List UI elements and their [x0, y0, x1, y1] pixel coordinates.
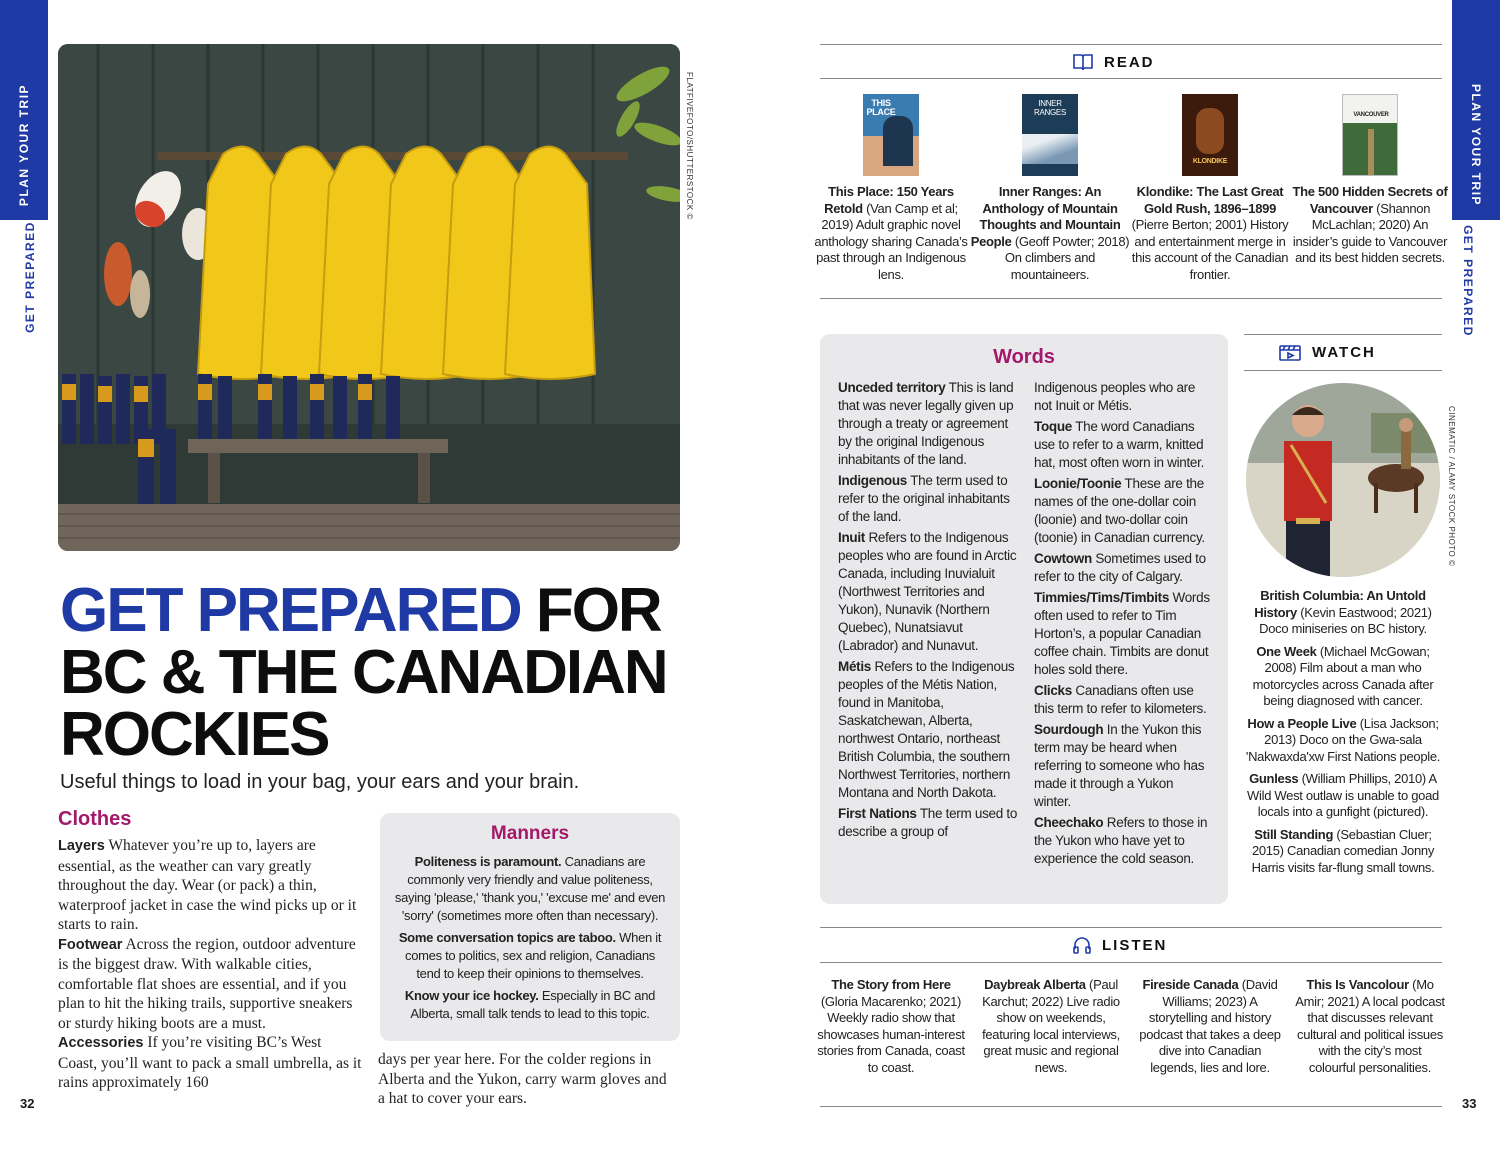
right-tab-bottom-label: GET PREPARED	[1461, 225, 1475, 337]
book-cover-text: INNER RANGES	[1034, 99, 1066, 117]
words-item	[838, 805, 1018, 841]
book-item	[1290, 94, 1450, 267]
book-icon	[1072, 52, 1094, 72]
watch-text: (William Phillips, 2010) A Wild West outlaw is unable to goad locals into a gunfight (pictured).	[1247, 771, 1439, 819]
book-title: Klondike: The Last Great Gold Rush, 1896–1899	[1136, 184, 1284, 216]
watch-item	[1244, 827, 1442, 877]
clothes-item	[58, 836, 364, 935]
right-tab-plan-your-trip	[1452, 0, 1500, 220]
book-cover-text: THIS PLACE	[866, 98, 896, 117]
read-header	[1072, 52, 1155, 72]
page-title-line2: BC & THE CANADIAN	[60, 638, 667, 707]
page-title	[60, 576, 700, 769]
manners-title: Manners	[490, 823, 570, 844]
book-cover-this-place	[863, 94, 919, 176]
photo-credit-right: CINEMATIC / ALAMY STOCK PHOTO ©	[1447, 406, 1456, 567]
words-col2-lead: Indigenous peoples who are not Inuit or Métis.	[1034, 380, 1196, 413]
left-tab-top-label: PLAN YOUR TRIP	[17, 83, 31, 207]
words-term: First Nations	[838, 806, 917, 821]
words-text: This is land that was never legally given up through a treaty or agreement by the original Indigenous inhabitants of the land.	[838, 380, 1014, 467]
words-item	[1034, 814, 1210, 868]
book-text: (Van Camp et al; 2019) Adult graphic novel anthology sharing Canada’s past through an Indigenous lens.	[814, 200, 968, 282]
listen-title: This Is Vancolour	[1306, 977, 1409, 992]
manners-term: Politeness is paramount.	[414, 854, 562, 869]
watch-header	[1278, 342, 1376, 362]
left-tab-bottom-label: GET PREPARED	[23, 221, 37, 333]
read-header-rule	[820, 78, 1442, 79]
listen-item	[815, 977, 967, 1076]
words-term: Inuit	[838, 530, 865, 545]
words-term: Cheechako	[1034, 815, 1104, 830]
read-top-rule	[820, 44, 1442, 45]
watch-text: (Michael McGowan; 2008) Film about a man who motorcycles across Canada after being diagnosed with cancer.	[1252, 643, 1434, 708]
manners-box	[380, 813, 680, 1041]
words-item	[838, 472, 1018, 526]
words-term: Toque	[1034, 419, 1072, 434]
page-title-line3: ROCKIES	[60, 700, 329, 769]
manners-item	[394, 929, 666, 983]
page-title-line1: FOR	[520, 576, 661, 645]
words-box	[820, 334, 1228, 904]
listen-header-rule	[820, 962, 1442, 963]
manners-text: Especially in BC and Alberta, small talk tends to lead to this topic.	[410, 988, 656, 1021]
words-text: The word Canadians use to refer to a warm, knitted hat, most often worn in winter.	[1034, 419, 1205, 470]
clothes-title: Clothes	[58, 808, 132, 830]
listen-title: The Story from Here	[831, 977, 951, 992]
book-item	[970, 94, 1130, 283]
watch-label: WATCH	[1312, 343, 1376, 361]
watch-title: Gunless	[1249, 771, 1299, 786]
watch-title: British Columbia: An Untold History	[1254, 588, 1426, 620]
clothes-item	[58, 935, 364, 1034]
words-text: In the Yukon this term may be heard when referring to someone who has made it through a Yukon winter.	[1034, 722, 1205, 809]
listen-text: (Gloria Macarenko; 2021) Weekly radio show that showcases human-interest stories from Canada, coast to coast.	[817, 993, 965, 1075]
words-term: Sourdough	[1034, 722, 1104, 737]
words-item	[1034, 418, 1210, 472]
watch-text: (Kevin Eastwood; 2021) Doco miniseries on BC history.	[1259, 604, 1432, 636]
clothes-text: Across the region, outdoor adventure is the biggest draw. With walkable cities, comfortable flat shoes are essential, and if you plan to hit the hiking trails, supportive sneakers or sturdy hiking boots are a must.	[58, 935, 356, 1032]
left-tab-plan-your-trip	[0, 0, 48, 220]
watch-text: (Sebastian Cluer; 2015) Canadian comedian Jonny Harris visits far-flung small towns.	[1251, 826, 1435, 875]
words-term: Unceded territory	[838, 380, 946, 395]
listen-title: Fireside Canada	[1142, 977, 1239, 992]
words-text: Refers to the Indigenous peoples of the Métis Nation, found in Manitoba, Saskatchewan, Alberta, northwest Ontario, northeast British Columbia, the southern Northwest Territories, northern Montana and North Dakota.	[838, 659, 1015, 800]
page-number-left: 32	[20, 1096, 35, 1111]
book-cover-klondike	[1182, 94, 1238, 176]
listen-bottom-rule	[820, 1106, 1442, 1107]
read-bottom-rule	[820, 298, 1442, 299]
words-title: Words	[993, 346, 1055, 368]
words-text: Refers to those in the Yukon who have yet to experience the cold season.	[1034, 815, 1208, 866]
listen-top-rule	[820, 927, 1442, 928]
words-text: The term used to describe a group of	[838, 806, 1018, 839]
clothes-term: Layers	[58, 838, 105, 854]
watch-title: Still Standing	[1254, 826, 1334, 842]
manners-text: Canadians are commonly very friendly and value politeness, saying 'please,' 'thank you,' 'excuse me' and even 'sorry' (sometimes more often than necessary).	[394, 854, 666, 923]
words-term: Loonie/Toonie	[1034, 476, 1122, 491]
book-cover-vancouver	[1342, 94, 1398, 176]
words-item	[838, 529, 1018, 655]
words-term: Timmies/Tims/Timbits	[1034, 590, 1170, 605]
listen-label: LISTEN	[1102, 936, 1168, 954]
words-term: Métis	[838, 659, 872, 674]
listen-item	[975, 977, 1127, 1076]
book-item	[811, 94, 971, 283]
listen-text: (Mo Amir; 2021) A local podcast that discusses relevant cultural and political issues with the city’s most colourful personalities.	[1295, 977, 1445, 1075]
words-item	[838, 379, 1018, 469]
clothes-item	[58, 1033, 364, 1093]
watch-header-rule	[1244, 370, 1442, 371]
listen-header	[1072, 935, 1167, 955]
book-title: This Place: 150 Years Retold	[824, 184, 954, 216]
words-column-2	[1034, 379, 1210, 868]
manners-term: Know your ice hockey.	[404, 988, 539, 1003]
clothes-text: Whatever you’re up to, layers are essential, as the weather can vary greatly throughout the day. Wear (or pack) a thin, waterproof jacket in case the wind picks up or it starts to rain.	[58, 837, 357, 933]
words-text: Refers to the Indigenous peoples who are found in Arctic Canada, including Inuvialuit (Northwest Territories and Yukon), Nunavik (Northern Quebec), Nunatsiavut (Labrador) and Nunavut.	[838, 530, 1017, 653]
page-number-right: 33	[1462, 1096, 1477, 1111]
raincoats-photo	[58, 44, 680, 551]
video-icon	[1278, 342, 1302, 362]
watch-text: (Lisa Jackson; 2013) Doco on the Gwa-sala 'Nakwaxda'xw First Nations people.	[1245, 715, 1441, 764]
watch-list	[1244, 588, 1442, 882]
manners-list	[394, 853, 666, 1023]
watch-top-rule	[1244, 334, 1442, 335]
manners-item	[394, 987, 666, 1023]
book-item	[1130, 94, 1290, 283]
words-item	[1034, 475, 1210, 547]
page-title-accent: GET PREPARED	[60, 576, 521, 645]
watch-item	[1244, 716, 1442, 766]
book-text: (Pierre Berton; 2001) History and entertainment merge in this account of the Canadian frontier.	[1131, 217, 1289, 282]
watch-title: How a People Live	[1247, 715, 1357, 731]
watch-item	[1244, 644, 1442, 710]
words-text: Words often used to refer to Tim Horton’s, a popular Canadian coffee chain. Timbits are donut holes sold there.	[1034, 590, 1210, 677]
book-text: (Shannon McLachlan; 2020) An insider’s guide to Vancouver and its best hidden secrets.	[1292, 200, 1448, 265]
manners-text: When it comes to politics, sex and religion, Canadians tend to keep their opinions to themselves.	[405, 930, 662, 981]
listen-item	[1294, 977, 1446, 1076]
words-item	[1034, 682, 1210, 718]
words-text: Canadians often use this term to refer to kilometers.	[1034, 683, 1207, 716]
page-subtitle: Useful things to load in your bag, your ears and your brain.	[60, 771, 580, 793]
words-column-1	[838, 379, 1018, 868]
listen-title: Daybreak Alberta	[984, 977, 1086, 992]
watch-item	[1244, 771, 1442, 821]
listen-item	[1134, 977, 1286, 1076]
manners-term: Some conversation topics are taboo.	[398, 930, 616, 945]
clothes-text: If you’re visiting BC’s West Coast, you’ll want to pack a small umbrella, as it rains approximately 160	[58, 1034, 362, 1091]
words-item	[1034, 550, 1210, 586]
book-cover-text: KLONDIKE	[1192, 157, 1228, 165]
words-item	[1034, 721, 1210, 811]
words-term: Cowtown	[1034, 551, 1092, 566]
words-term: Clicks	[1034, 683, 1072, 698]
watch-item	[1244, 588, 1442, 638]
read-label: READ	[1104, 53, 1155, 71]
right-tab-top-label: PLAN YOUR TRIP	[1469, 83, 1483, 207]
listen-text: (Paul Karchut; 2022) Live radio show on weekends, featuring local interviews, great music and regional news.	[982, 977, 1120, 1075]
clothes-column-2: days per year here. For the colder regions in Alberta and the Yukon, carry warm gloves and a hat to cover your ears.	[378, 1051, 667, 1107]
listen-text: (David Williams; 2023) A storytelling and history podcast that takes a deep dive into Canadian legends, lies and lore.	[1139, 977, 1281, 1075]
manners-item	[394, 853, 666, 925]
photo-credit-left: FLATFIVEFOTO/SHUTTERSTOCK ©	[685, 72, 694, 220]
clothes-term: Footwear	[58, 936, 123, 953]
words-item	[838, 658, 1018, 802]
words-text: The term used to refer to the original inhabitants of the land.	[838, 473, 1010, 524]
words-item	[1034, 589, 1210, 679]
book-cover-text: VANCOUVER	[1353, 112, 1389, 118]
book-text: (Geoff Powter; 2018) On climbers and mountaineers.	[1004, 233, 1130, 282]
book-title: The 500 Hidden Secrets of Vancouver	[1292, 184, 1448, 216]
watch-title: One Week	[1256, 643, 1317, 659]
words-term: Indigenous	[838, 473, 907, 488]
words-text: These are the names of the one-dollar coin (loonie) and two-dollar coin (toonie) in Canadian currency.	[1034, 476, 1205, 545]
clothes-column-1	[58, 836, 364, 1093]
book-cover-inner-ranges	[1022, 94, 1078, 176]
book-title: Inner Ranges: An Anthology of Mountain Thoughts and Mountain People	[970, 184, 1121, 249]
gunless-film-still	[1246, 383, 1440, 577]
clothes-term: Accessories	[58, 1035, 144, 1051]
words-text: Sometimes used to refer to the city of Calgary.	[1034, 551, 1206, 584]
headphones-icon	[1072, 935, 1092, 955]
